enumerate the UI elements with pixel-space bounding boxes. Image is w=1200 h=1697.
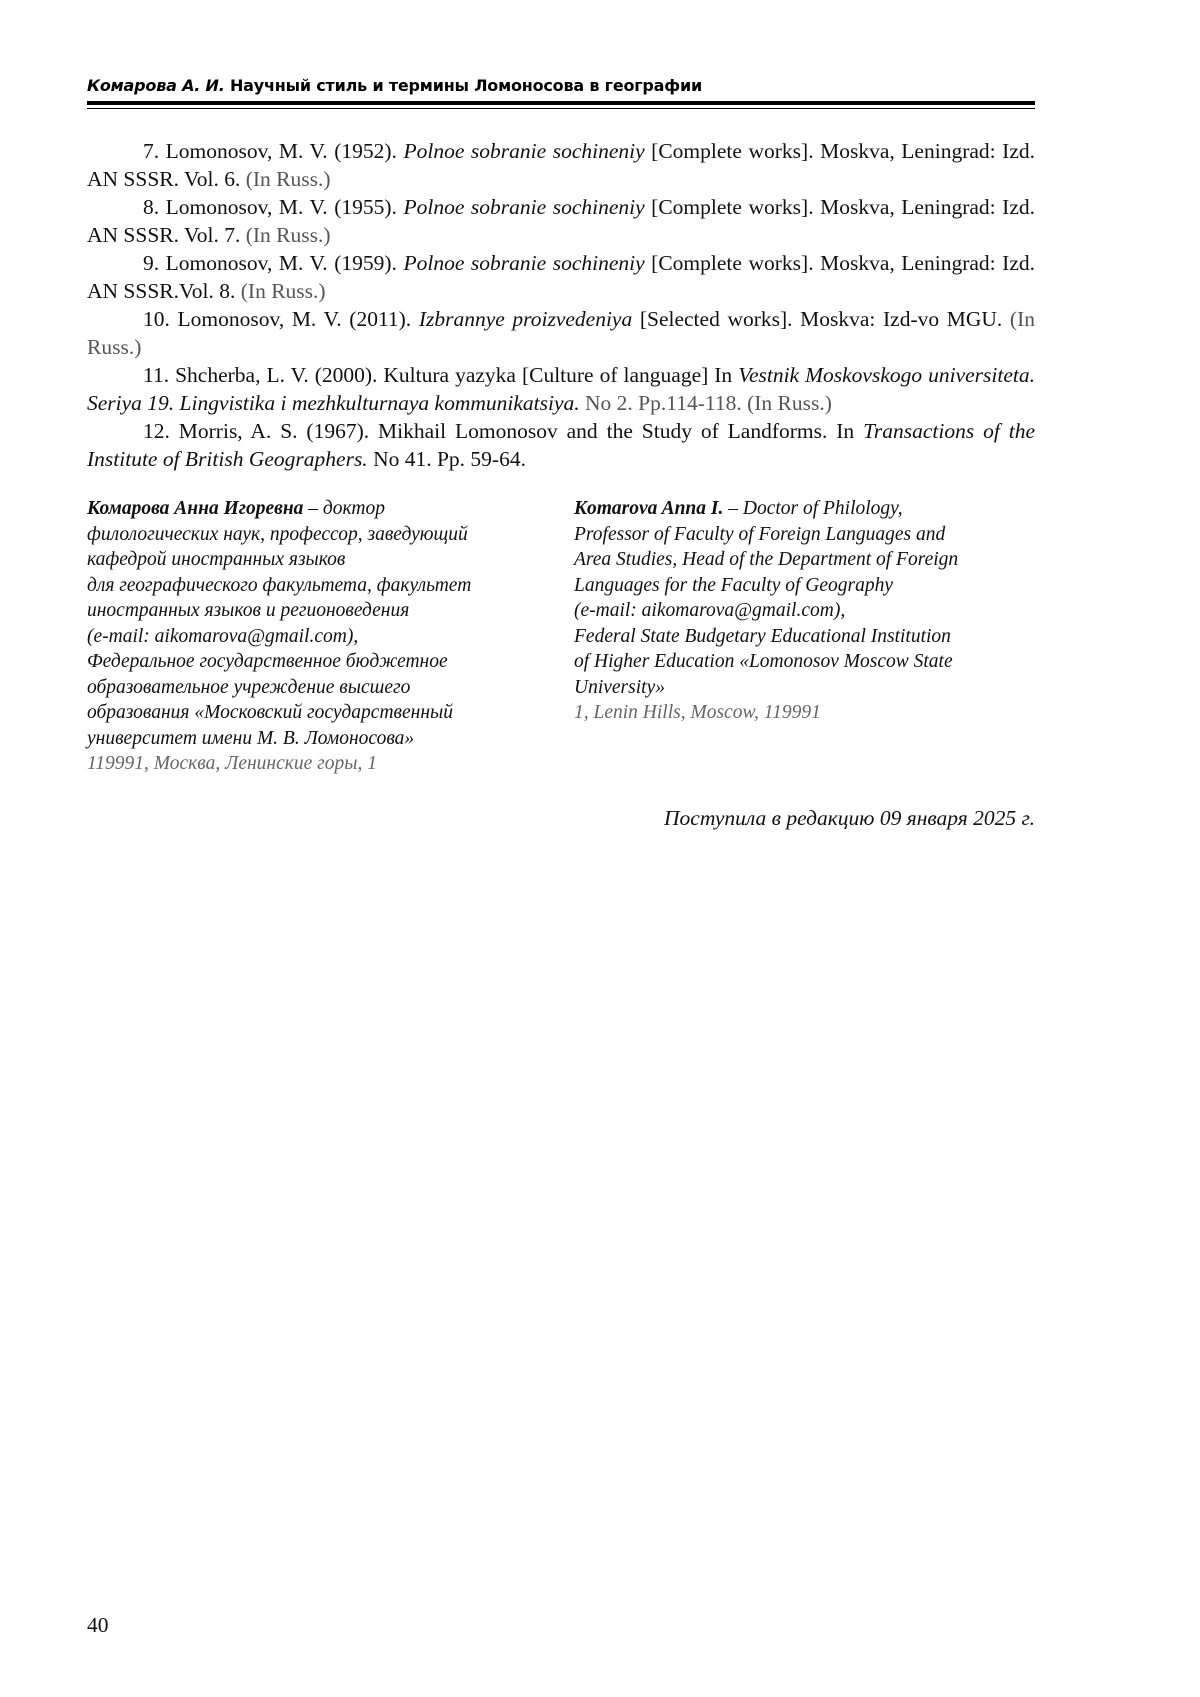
header-title: Научный стиль и термины Ломоносова в географии xyxy=(229,76,702,95)
ref-lead: 9. Lomonosov, M. V. (1959). xyxy=(143,251,404,275)
ref-lang-note: (In Russ.) xyxy=(245,223,331,247)
author-en-email: (e-mail: aikomarova@gmail.com), xyxy=(574,600,846,621)
reference-item-9 xyxy=(87,249,1035,305)
author-ru-line: филологических наук, профессор, заведующий xyxy=(87,523,468,545)
author-en-address: 1, Lenin Hills, Moscow, 119991 xyxy=(574,702,821,723)
author-info-english xyxy=(574,496,1044,726)
ref-lead: 7. Lomonosov, M. V. (1952). xyxy=(143,139,404,163)
ref-lead: 11. Shcherba, L. V. (2000). Kultura yazyka [Culture of language] In xyxy=(143,363,739,387)
author-ru-line: для географического факультета, факультет xyxy=(87,574,472,596)
author-en-line: Professor of Faculty of Foreign Languages and xyxy=(574,523,946,545)
ref-lead: 10. Lomonosov, M. V. (2011). xyxy=(143,307,419,331)
author-ru-address: 119991, Москва, Ленинские горы, 1 xyxy=(87,753,377,774)
ref-lead: 8. Lomonosov, M. V. (1955). xyxy=(143,195,404,219)
author-en-line: Languages for the Faculty of Geography xyxy=(574,574,893,596)
author-ru-line: образовательное учреждение высшего xyxy=(87,676,411,698)
ref-tail: [Complete works]. Moskva, Leningrad: Izd. AN SSSR. Vol. 7. xyxy=(87,195,1035,247)
reference-item-10 xyxy=(87,305,1035,361)
running-header xyxy=(87,76,1035,95)
author-ru-line: образования «Московский государственный xyxy=(87,702,453,723)
author-en-first-line xyxy=(574,496,1044,522)
ref-tail: [Complete works]. Moskva, Leningrad: Izd. AN SSSR.Vol. 8. xyxy=(87,251,1035,303)
reference-item-11 xyxy=(87,361,1035,417)
author-en-name: Komarova Anna I. xyxy=(574,498,724,519)
reference-item-7 xyxy=(87,137,1035,193)
author-ru-email: (e-mail: aikomarova@gmail.com), xyxy=(87,625,359,647)
author-ru-name: Комарова Анна Игоревна xyxy=(87,498,304,519)
author-ru-line: – доктор xyxy=(303,498,385,519)
author-ru-line: Федеральное государственное бюджетное xyxy=(87,651,448,672)
ref-title: Polnoe sobranie sochineniy xyxy=(403,195,645,219)
received-date: Поступила в редакцию 09 января 2025 г. xyxy=(664,806,1035,830)
reference-item-8 xyxy=(87,193,1035,249)
ref-lang-note: (In Russ.) xyxy=(87,307,1035,359)
author-en-line: Area Studies, Head of the Department of Foreign xyxy=(574,549,959,570)
ref-tail: [Selected works]. Moskva: Izd-vo MGU. xyxy=(632,307,1010,331)
author-en-line: of Higher Education «Lomonosov Moscow State xyxy=(574,651,953,672)
author-en-line: University» xyxy=(574,676,665,698)
ref-lang-note: No 2. Pp.114-118. (In Russ.) xyxy=(579,391,832,415)
ref-lead: 12. Morris, A. S. (1967). Mikhail Lomonosov and the Study of Landforms. In xyxy=(143,419,864,443)
author-en-line: – Doctor of Philology, xyxy=(723,498,903,519)
ref-lang-note: (In Russ.) xyxy=(240,279,326,303)
author-ru-line: университет имени М. В. Ломоносова» xyxy=(87,727,415,749)
author-info-russian xyxy=(87,496,557,777)
author-ru-line: иностранных языков и регионоведения xyxy=(87,600,410,621)
author-ru-line: кафедрой иностранных языков xyxy=(87,549,346,570)
header-rule-thin xyxy=(87,108,1035,109)
header-author: Комарова А. И. xyxy=(87,76,225,95)
ref-title: Vestnik Moskovskogo universiteta. Seriya 19. Lingvistika i mezhkulturnaya kommunikatsiya. xyxy=(87,363,1035,415)
page-number: 40 xyxy=(87,1613,109,1637)
ref-title: Polnoe sobranie sochineniy xyxy=(403,251,645,275)
ref-title: Izbrannye proizvedeniya xyxy=(418,307,633,331)
ref-title: Transactions of the Institute of British Geographers. xyxy=(87,419,1036,471)
reference-item-12 xyxy=(87,417,1035,473)
ref-tail: [Complete works]. Moskva, Leningrad: Izd. AN SSSR. Vol. 6. xyxy=(87,139,1035,191)
header-rule-thick xyxy=(87,101,1035,105)
ref-lang-note: (In Russ.) xyxy=(245,167,331,191)
author-en-line: Federal State Budgetary Educational Institution xyxy=(574,625,951,647)
ref-title: Polnoe sobranie sochineniy xyxy=(403,139,645,163)
reference-list xyxy=(87,137,1035,473)
ref-tail: No 41. Pp. 59-64. xyxy=(367,447,526,471)
author-ru-first-line xyxy=(87,496,557,522)
